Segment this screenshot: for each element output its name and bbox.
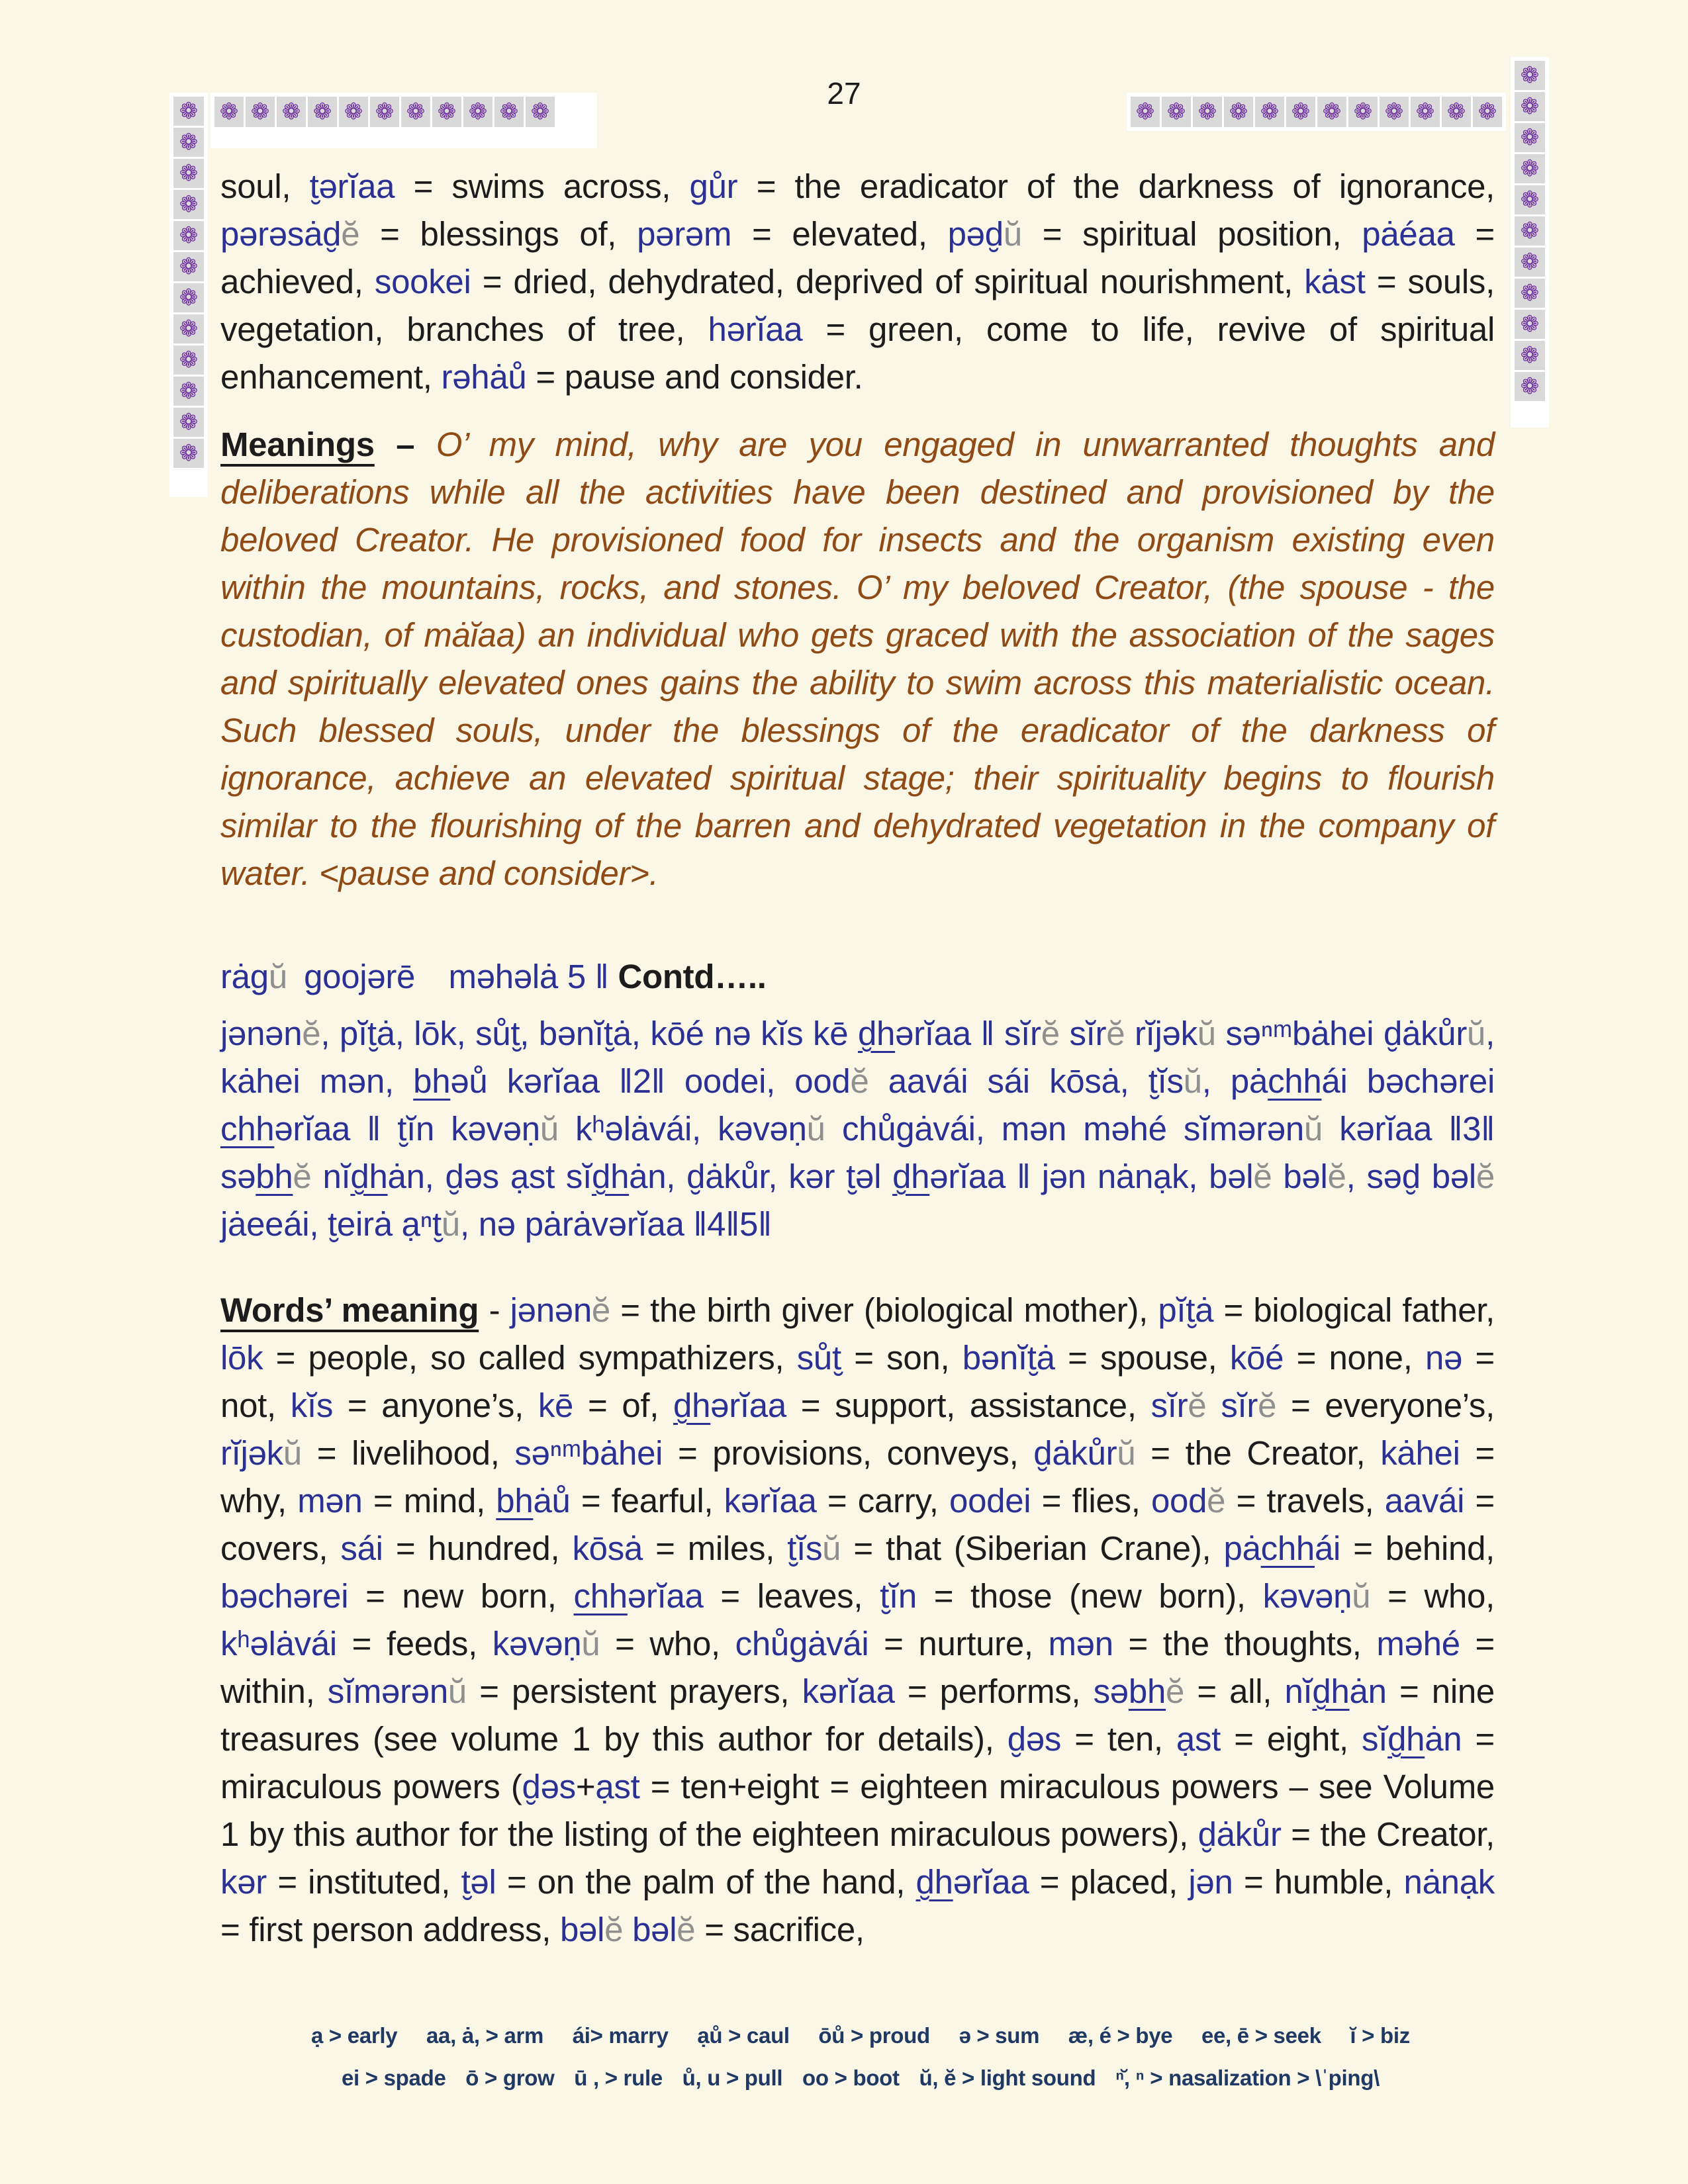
text-segment: ạst bbox=[1176, 1720, 1221, 1758]
text-segment: ȧn bbox=[1349, 1672, 1387, 1710]
text-segment: pərəsȧd̮ bbox=[220, 215, 342, 253]
flower-ornament-icon: ❁ bbox=[1224, 97, 1253, 127]
text-segment: = persistent prayers, bbox=[466, 1672, 802, 1710]
flower-ornament-icon: ❁ bbox=[214, 97, 244, 127]
text-segment: kĭs bbox=[290, 1387, 334, 1424]
text-segment: = achieved, bbox=[220, 215, 1495, 300]
text-segment: pȧ bbox=[1223, 1529, 1261, 1567]
text-segment: chůgȧvái, mən məhé sĭmərən bbox=[825, 1110, 1304, 1148]
text-segment: = swims across, bbox=[395, 167, 690, 205]
text-segment: kōé bbox=[1229, 1339, 1284, 1377]
text-segment: sĭr bbox=[1150, 1387, 1188, 1424]
flower-ornament-icon: ❁ bbox=[401, 97, 430, 127]
text-segment: t̮ərĭaa bbox=[309, 167, 395, 205]
text-segment: ŭ bbox=[1197, 1015, 1216, 1052]
page-number: 27 bbox=[827, 76, 861, 111]
flower-ornament-icon: ❁ bbox=[173, 377, 204, 406]
flower-ornament-icon: ❁ bbox=[277, 97, 306, 127]
text-segment: ĕ bbox=[1166, 1672, 1185, 1710]
pronunciation-key-item: ō > grow bbox=[465, 2066, 555, 2090]
text-segment: bh bbox=[256, 1158, 293, 1195]
flower-ornament-icon: ❁ bbox=[173, 439, 204, 468]
text-segment: = placed, bbox=[1029, 1863, 1189, 1901]
text-segment: = provisions, conveys, bbox=[663, 1434, 1034, 1472]
flower-ornament-icon: ❁ bbox=[1473, 97, 1502, 127]
text-segment: ĕ bbox=[1041, 1015, 1060, 1052]
text-segment: pərəm bbox=[637, 215, 732, 253]
text-segment: kʰəlȧvái bbox=[220, 1625, 337, 1662]
text-segment: rȧg bbox=[220, 958, 269, 995]
text-segment: t̮əl bbox=[461, 1863, 496, 1901]
text-segment: = the birth giver (biological mother), bbox=[610, 1291, 1158, 1329]
text-segment: ȧn, d̮ȧkůr, kər t̮əl bbox=[629, 1158, 893, 1195]
flower-ornament-icon: ❁ bbox=[173, 128, 204, 157]
text-segment: kərĭaa ‖3‖ sə bbox=[220, 1110, 1495, 1195]
raag-header-line bbox=[220, 953, 1495, 1001]
text-segment: rĭjək bbox=[1125, 1015, 1197, 1052]
text-segment: = instituted, bbox=[266, 1863, 461, 1901]
text-segment: sə bbox=[1093, 1672, 1129, 1710]
text-segment: nȧnạk bbox=[1403, 1863, 1495, 1901]
top-left-flower-border bbox=[211, 93, 597, 148]
text-segment: bəl bbox=[1272, 1158, 1328, 1195]
text-segment: sookei bbox=[374, 263, 471, 300]
text-segment: d̮h bbox=[857, 1015, 896, 1052]
text-segment: ĕ bbox=[1258, 1387, 1277, 1424]
text-segment: = miles, bbox=[643, 1529, 788, 1567]
text-segment: pəd̮ bbox=[947, 215, 1004, 253]
flower-ornament-icon: ❁ bbox=[1380, 97, 1409, 127]
text-segment: = the Creator, bbox=[1281, 1815, 1495, 1853]
text-segment: = within, bbox=[220, 1625, 1495, 1710]
text-segment: = mind, bbox=[362, 1482, 496, 1520]
flower-ornament-icon: ❁ bbox=[463, 97, 492, 127]
text-segment: ȧn bbox=[1425, 1720, 1462, 1758]
flower-ornament-icon: ❁ bbox=[173, 97, 204, 126]
text-segment: d̮h bbox=[915, 1863, 953, 1901]
flower-ornament-icon: ❁ bbox=[1515, 92, 1545, 121]
text-segment: rəhȧů bbox=[441, 358, 527, 396]
text-segment: kərĭaa bbox=[802, 1672, 895, 1710]
text-segment: ĕ bbox=[1106, 1015, 1125, 1052]
text-segment: = behind, bbox=[1340, 1529, 1495, 1567]
text-segment: = flies, bbox=[1031, 1482, 1151, 1520]
text-segment: = of, bbox=[573, 1387, 674, 1424]
text-segment: jȧeeái, t̮eirȧ ạⁿt̮ bbox=[220, 1205, 442, 1243]
text-segment: ŭ bbox=[441, 1205, 460, 1243]
text-segment: sůt̮ bbox=[796, 1339, 841, 1377]
text-segment: Words’ meaning bbox=[220, 1291, 479, 1329]
text-segment: = souls, vegetation, branches of tree, bbox=[220, 263, 1495, 348]
flower-ornament-icon: ❁ bbox=[173, 221, 204, 250]
text-segment: nĭ bbox=[311, 1158, 351, 1195]
text-segment: = elevated, bbox=[731, 215, 948, 253]
text-segment: + bbox=[575, 1768, 596, 1805]
text-segment: səⁿᵐbȧhei d̮ȧkůr bbox=[1215, 1015, 1468, 1052]
text-segment: ərĭaa ‖ t̮ĭn kəvəṇ bbox=[274, 1110, 540, 1148]
text-segment: sĭ bbox=[1362, 1720, 1388, 1758]
text-segment: = leaves, bbox=[703, 1577, 880, 1615]
pronunciation-key-item: ū , > rule bbox=[574, 2066, 663, 2090]
text-segment: ĕ bbox=[1327, 1158, 1346, 1195]
text-segment: d̮ȧkůr bbox=[1197, 1815, 1282, 1853]
text-segment: = eight, bbox=[1221, 1720, 1362, 1758]
text-segment: = son, bbox=[841, 1339, 962, 1377]
text-segment: kərĭaa bbox=[724, 1482, 817, 1520]
text-segment: hərĭaa bbox=[708, 310, 803, 348]
flower-ornament-icon: ❁ bbox=[432, 97, 461, 127]
text-segment: O’ my mind, why are you engaged in unwarranted thoughts and deliberations while all the activities have been destined and provisioned by the beloved Creator. He provisioned food for insects and the organism existing even within the mountains, rocks, and stones. O’ my beloved Creator, (the spouse - the custodian, of mȧĭaa) an individual who gets graced with the association of the sages and spiritually elevated ones gains the ability to swim across this materialistic ocean. Such blessed souls, under the blessings of the eradicator of the darkness of ignorance, achieve an elevated spiritual stage; their spirituality begins to flourish similar to the flourishing of the barren and dehydrated vegetation in the company of water. <pause and consider>. bbox=[220, 426, 1495, 892]
text-segment: Meanings bbox=[220, 426, 375, 463]
right-flower-border bbox=[1511, 57, 1549, 428]
text-segment: ərĭaa ‖ jən nȧnạk, bəl bbox=[929, 1158, 1254, 1195]
text-segment: sĭr bbox=[1206, 1387, 1258, 1424]
text-segment: ŭ bbox=[1303, 1110, 1323, 1148]
text-segment: jən bbox=[1188, 1863, 1233, 1901]
text-segment: pȧéaa bbox=[1362, 215, 1455, 253]
text-segment: = support, assistance, bbox=[786, 1387, 1151, 1424]
text-segment: d̮h bbox=[1387, 1720, 1425, 1758]
text-segment: = humble, bbox=[1233, 1863, 1404, 1901]
text-segment: = covers, bbox=[220, 1482, 1495, 1567]
text-segment: kʰəlȧvái, kəvəṇ bbox=[558, 1110, 807, 1148]
text-segment: = the eradicator of the darkness of ignorance, bbox=[737, 167, 1495, 205]
text-segment: = performs, bbox=[894, 1672, 1094, 1710]
text-segment: = nine treasures (see volume 1 by this author for details), bbox=[220, 1672, 1495, 1758]
flower-ornament-icon: ❁ bbox=[1255, 97, 1284, 127]
text-segment: bəl bbox=[559, 1911, 605, 1948]
flower-ornament-icon: ❁ bbox=[173, 283, 204, 312]
text-segment: bh bbox=[1128, 1672, 1166, 1710]
text-segment: , kȧhei mən, bbox=[220, 1015, 1495, 1100]
flower-ornament-icon: ❁ bbox=[246, 97, 275, 127]
text-segment: = everyone’s, bbox=[1276, 1387, 1495, 1424]
text-segment: kər bbox=[220, 1863, 267, 1901]
pronunciation-key-item: ōů > proud bbox=[818, 2023, 930, 2048]
pronunciation-key-item: ĭ > biz bbox=[1350, 2023, 1410, 2048]
text-segment: sĭr bbox=[1059, 1015, 1107, 1052]
text-segment: ĕ bbox=[302, 1015, 321, 1052]
text-segment: bənĭt̮ȧ bbox=[962, 1339, 1055, 1377]
text-segment: = ten+eight = eighteen miraculous powers – see Volume 1 by this author for the listing of the eighteen miraculous powers), bbox=[220, 1768, 1495, 1853]
text-segment: = biological father, bbox=[1213, 1291, 1495, 1329]
pronunciation-key-item: ạů > caul bbox=[697, 2023, 790, 2048]
text-segment: , pȧ bbox=[1201, 1062, 1268, 1100]
text-segment: chh bbox=[1268, 1062, 1322, 1100]
flower-ornament-icon: ❁ bbox=[339, 97, 368, 127]
text-segment: chh bbox=[1260, 1529, 1315, 1567]
text-segment: bh bbox=[413, 1062, 451, 1100]
flower-ornament-icon: ❁ bbox=[308, 97, 337, 127]
text-segment: d̮h bbox=[673, 1387, 711, 1424]
flower-ornament-icon: ❁ bbox=[526, 97, 555, 127]
flower-ornament-icon: ❁ bbox=[1515, 310, 1545, 339]
pronunciation-key bbox=[311, 2023, 1410, 2091]
text-segment: = fearful, bbox=[570, 1482, 724, 1520]
flower-ornament-icon: ❁ bbox=[1515, 154, 1545, 183]
text-segment: goojərē məhəlȧ 5 ‖ bbox=[287, 958, 618, 995]
text-segment: bəchərei bbox=[220, 1577, 349, 1615]
flower-ornament-icon: ❁ bbox=[173, 314, 204, 343]
text-segment: d̮h bbox=[592, 1158, 630, 1195]
text-segment: = new born, bbox=[348, 1577, 574, 1615]
text-segment: kȧst bbox=[1304, 263, 1366, 300]
flower-ornament-icon: ❁ bbox=[1515, 123, 1545, 152]
text-segment: = hundred, bbox=[383, 1529, 573, 1567]
text-segment: d̮h bbox=[350, 1158, 388, 1195]
text-segment: = that (Siberian Crane), bbox=[841, 1529, 1224, 1567]
left-flower-border bbox=[169, 93, 208, 497]
text-segment: ái bəchərei bbox=[1321, 1062, 1495, 1100]
text-segment: sái bbox=[340, 1529, 383, 1567]
text-segment: ŭ bbox=[822, 1529, 841, 1567]
text-segment: = pause and consider. bbox=[526, 358, 863, 396]
flower-ornament-icon: ❁ bbox=[1515, 279, 1545, 308]
text-segment: ŭ bbox=[1117, 1434, 1136, 1472]
text-segment: = on the palm of the hand, bbox=[496, 1863, 916, 1901]
text-segment: ərĭaa bbox=[627, 1577, 704, 1615]
pronunciation-key-item: ei > spade bbox=[342, 2066, 446, 2090]
text-segment: gůr bbox=[689, 167, 738, 205]
text-segment: ood bbox=[1150, 1482, 1207, 1520]
flower-ornament-icon: ❁ bbox=[1317, 97, 1346, 127]
text-segment: = first person address, bbox=[220, 1911, 560, 1948]
text-segment: məhé bbox=[1376, 1625, 1460, 1662]
text-segment: ŭ bbox=[283, 1434, 302, 1472]
flower-ornament-icon: ❁ bbox=[1131, 97, 1160, 127]
text-segment: = sacrifice, bbox=[695, 1911, 865, 1948]
text-segment: , pĭt̮ȧ, lōk, sůt̮, bənĭt̮ȧ, kōé nə kĭs kē bbox=[320, 1015, 858, 1052]
flower-ornament-icon: ❁ bbox=[173, 190, 204, 219]
pronunciation-key-item: ee, ē > seek bbox=[1201, 2023, 1321, 2048]
pronunciation-key-item: ái> marry bbox=[572, 2023, 669, 2048]
text-segment: chh bbox=[573, 1577, 628, 1615]
text-segment: ŭ bbox=[1467, 1015, 1486, 1052]
text-segment: səⁿᵐbȧhei bbox=[514, 1434, 663, 1472]
flower-ornament-icon: ❁ bbox=[1515, 372, 1545, 401]
text-segment: , səd̮ bəl bbox=[1346, 1158, 1476, 1195]
flower-ornament-icon: ❁ bbox=[494, 97, 524, 127]
text-segment: t̮ĭn bbox=[880, 1577, 917, 1615]
meanings-paragraph bbox=[220, 421, 1495, 897]
text-segment: kē bbox=[538, 1387, 574, 1424]
text-segment: ŭ bbox=[268, 958, 287, 995]
words-meaning-paragraph bbox=[220, 1287, 1495, 1954]
pronunciation-key-item: ə > sum bbox=[959, 2023, 1040, 2048]
text-segment: = why, bbox=[220, 1434, 1495, 1520]
pronunciation-key-item: aa, ȧ, > arm bbox=[426, 2023, 544, 2048]
text-segment: kōsȧ bbox=[572, 1529, 643, 1567]
text-segment: mən bbox=[297, 1482, 363, 1520]
text-segment: bəl bbox=[623, 1911, 677, 1948]
text-segment: ŭ bbox=[539, 1110, 559, 1148]
flower-ornament-icon: ❁ bbox=[173, 345, 204, 375]
pronunciation-key-row-2 bbox=[311, 2065, 1410, 2091]
text-segment: = travels, bbox=[1225, 1482, 1385, 1520]
text-segment: = spiritual position, bbox=[1021, 215, 1362, 253]
text-segment: ŭ bbox=[806, 1110, 825, 1148]
pronunciation-key-item: ů, u > pull bbox=[682, 2066, 783, 2090]
flower-ornament-icon: ❁ bbox=[173, 159, 204, 188]
text-segment: aavái sái kōsȧ, t̮ĭs bbox=[868, 1062, 1184, 1100]
text-segment: ái bbox=[1314, 1529, 1341, 1567]
text-segment: ərĭaa ‖ sĭr bbox=[895, 1015, 1041, 1052]
transliteration-verse-paragraph bbox=[220, 1010, 1495, 1248]
text-segment: ĕ bbox=[591, 1291, 610, 1329]
text-segment: mən bbox=[1048, 1625, 1113, 1662]
text-segment: nĭ bbox=[1284, 1672, 1313, 1710]
text-segment: rĭjək bbox=[220, 1434, 283, 1472]
text-segment: = the Creator, bbox=[1135, 1434, 1381, 1472]
text-segment: bh bbox=[496, 1482, 534, 1520]
text-segment: ȧů bbox=[533, 1482, 571, 1520]
text-segment: ĕ bbox=[677, 1911, 696, 1948]
text-segment: soul, bbox=[220, 167, 310, 205]
pronunciation-key-row-1 bbox=[311, 2023, 1410, 2049]
pronunciation-key-item: ạ > early bbox=[311, 2023, 398, 2048]
text-segment: sĭmərən bbox=[327, 1672, 448, 1710]
text-segment: chůgȧvái bbox=[735, 1625, 869, 1662]
text-segment: ŭ bbox=[1183, 1062, 1202, 1100]
flower-ornament-icon: ❁ bbox=[1162, 97, 1191, 127]
flower-ornament-icon: ❁ bbox=[1515, 216, 1545, 246]
text-segment: – bbox=[374, 426, 436, 463]
flower-ornament-icon: ❁ bbox=[1515, 341, 1545, 370]
text-segment: jənən bbox=[510, 1291, 592, 1329]
text-segment: = the thoughts, bbox=[1113, 1625, 1377, 1662]
text-segment: ĕ bbox=[341, 215, 360, 253]
text-segment: d̮əs bbox=[1007, 1720, 1062, 1758]
flower-ornament-icon: ❁ bbox=[1348, 97, 1378, 127]
text-segment: = nurture, bbox=[868, 1625, 1049, 1662]
flower-ornament-icon: ❁ bbox=[1515, 185, 1545, 214]
flower-ornament-icon: ❁ bbox=[173, 252, 204, 281]
text-segment: chh bbox=[220, 1110, 275, 1148]
flower-ornament-icon: ❁ bbox=[1286, 97, 1315, 127]
flower-ornament-icon: ❁ bbox=[1442, 97, 1471, 127]
flower-ornament-icon: ❁ bbox=[1515, 61, 1545, 90]
text-segment: pĭt̮ȧ bbox=[1158, 1291, 1214, 1329]
text-segment: = carry, bbox=[816, 1482, 950, 1520]
text-segment: = those (new born), bbox=[916, 1577, 1263, 1615]
text-segment: ĕ bbox=[850, 1062, 869, 1100]
text-segment: = feeds, bbox=[336, 1625, 492, 1662]
text-segment: = blessings of, bbox=[359, 215, 637, 253]
flower-ornament-icon: ❁ bbox=[1193, 97, 1222, 127]
text-segment: aavái bbox=[1384, 1482, 1465, 1520]
text-segment: nə bbox=[1425, 1339, 1463, 1377]
text-segment: = anyone’s, bbox=[333, 1387, 538, 1424]
text-segment: = ten, bbox=[1061, 1720, 1176, 1758]
text-segment: ĕ bbox=[1207, 1482, 1226, 1520]
text-segment: ŭ bbox=[581, 1625, 600, 1662]
text-segment: ŭ bbox=[447, 1672, 467, 1710]
pronunciation-key-item: ŭ, ĕ > light sound bbox=[919, 2066, 1096, 2090]
text-segment: ərĭaa bbox=[953, 1863, 1029, 1901]
text-segment: kəvəṇ bbox=[1262, 1577, 1352, 1615]
text-segment: Contd….. bbox=[618, 958, 767, 995]
text-segment: ərĭaa bbox=[710, 1387, 786, 1424]
flower-ornament-icon: ❁ bbox=[1515, 248, 1545, 277]
text-segment: = not, bbox=[220, 1339, 1495, 1424]
text-segment: = spouse, bbox=[1055, 1339, 1230, 1377]
text-segment: kȧhei bbox=[1380, 1434, 1460, 1472]
text-segment: - bbox=[479, 1291, 510, 1329]
text-segment: = miraculous powers ( bbox=[220, 1720, 1495, 1805]
text-segment: = green, come to life, revive of spiritual enhancement, bbox=[220, 310, 1495, 396]
pronunciation-key-item: oo > boot bbox=[802, 2066, 900, 2090]
text-segment: ĕ bbox=[604, 1911, 624, 1948]
text-segment: = who, bbox=[1370, 1577, 1495, 1615]
text-segment: ĕ bbox=[293, 1158, 312, 1195]
text-segment: d̮əs bbox=[522, 1768, 576, 1805]
pronunciation-key-item: æ, é > bye bbox=[1068, 2023, 1173, 2048]
flower-ornament-icon: ❁ bbox=[173, 408, 204, 437]
page-content bbox=[220, 163, 1495, 1974]
flower-ornament-icon: ❁ bbox=[1411, 97, 1440, 127]
pronunciation-key-item: ⁿ̆, ⁿ > nasalization > \ˈping\ bbox=[1115, 2066, 1380, 2090]
text-segment: t̮ĭs bbox=[787, 1529, 823, 1567]
text-segment: = dried, dehydrated, deprived of spiritual nourishment, bbox=[471, 263, 1305, 300]
text-segment: əů kərĭaa ‖2‖ oodei, ood bbox=[450, 1062, 851, 1100]
word-meanings-continued-paragraph bbox=[220, 163, 1495, 401]
text-segment: kəvəṇ bbox=[492, 1625, 582, 1662]
text-segment: d̮h bbox=[892, 1158, 930, 1195]
text-segment: , nə pȧrȧvərĭaa ‖4‖5‖ bbox=[459, 1205, 772, 1243]
text-segment: ŭ bbox=[1003, 215, 1022, 253]
text-segment: ĕ bbox=[1188, 1387, 1207, 1424]
text-segment: d̮h bbox=[1312, 1672, 1350, 1710]
text-segment: = people, so called sympathizers, bbox=[263, 1339, 797, 1377]
flower-ornament-icon: ❁ bbox=[370, 97, 399, 127]
text-segment: lōk bbox=[220, 1339, 263, 1377]
text-segment: = none, bbox=[1284, 1339, 1425, 1377]
text-segment: = who, bbox=[600, 1625, 735, 1662]
text-segment: oodei bbox=[949, 1482, 1031, 1520]
text-segment: d̮ȧkůr bbox=[1033, 1434, 1117, 1472]
top-right-flower-border bbox=[1127, 93, 1506, 131]
text-segment: ŭ bbox=[1352, 1577, 1371, 1615]
text-segment: ĕ bbox=[1253, 1158, 1272, 1195]
text-segment: jənən bbox=[220, 1015, 303, 1052]
text-segment: ĕ bbox=[1476, 1158, 1495, 1195]
text-segment: ạst bbox=[595, 1768, 640, 1805]
text-segment: = all, bbox=[1184, 1672, 1285, 1710]
text-segment: = livelihood, bbox=[301, 1434, 515, 1472]
text-segment: ȧn, d̮əs ạst sĭ bbox=[387, 1158, 592, 1195]
